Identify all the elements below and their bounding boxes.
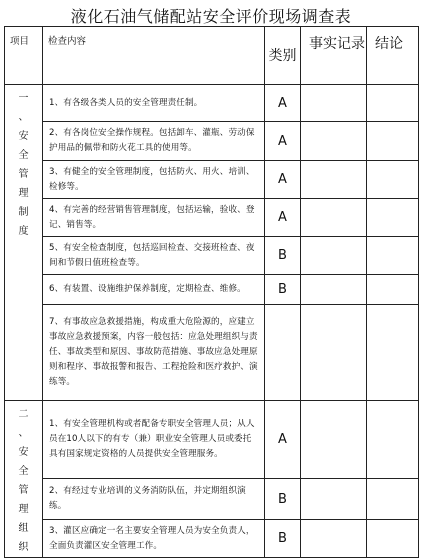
- check-content: 7、有事故应急救援措施，构成重大危险源的，应建立事故应急救援预案，内容一般包括：应急处理组织与责任、事故类型和原因、事故防范措施、事故应急处理原则和程序、事故报警和报告、工程抢险和医疗救护、演练等。: [43, 305, 265, 401]
- header-conclusion: 结论: [367, 27, 419, 85]
- grade-cell: A: [265, 122, 301, 161]
- table-row: [5, 85, 419, 122]
- grade-cell: B: [265, 275, 301, 305]
- conclusion-cell[interactable]: [367, 478, 419, 519]
- inspection-table: [4, 26, 419, 558]
- facts-cell[interactable]: [301, 401, 367, 479]
- table-row: [5, 305, 419, 401]
- facts-cell[interactable]: [301, 520, 367, 558]
- table-row: [5, 520, 419, 558]
- check-content: 5、有安全检查制度，包括巡回检查、交接班检查、夜间和节假日值班检查等。: [43, 237, 265, 275]
- section-label-management-system: 一 、 安 全 管 理 制 度: [5, 85, 43, 401]
- grade-cell: B: [265, 520, 301, 558]
- conclusion-cell[interactable]: [367, 161, 419, 199]
- grade-cell: [265, 305, 301, 401]
- grade-cell: B: [265, 237, 301, 275]
- section-label-management-organization: 二 、 安 全 管 理 组 织: [5, 401, 43, 558]
- check-content: 1、有各级各类人员的安全管理责任制。: [43, 85, 265, 122]
- document-title: 液化石油气储配站安全评价现场调查表: [70, 7, 352, 26]
- check-content: 3、灌区应确定一名主要安全管理人员为安全负责人，全面负责灌区安全管理工作。: [43, 520, 265, 558]
- table-row: [5, 122, 419, 161]
- header-row: [5, 27, 419, 85]
- table-row: [5, 199, 419, 237]
- check-content: 1、有安全管理机构或者配备专职安全管理人员；从人员在10人以下的有专（兼）职业安全管理人员或委托具有国家规定资格的人员提供安全管理服务。: [43, 401, 265, 479]
- conclusion-cell[interactable]: [367, 122, 419, 161]
- table-row: [5, 275, 419, 305]
- header-content: 检查内容: [43, 27, 265, 85]
- facts-cell[interactable]: [301, 161, 367, 199]
- conclusion-cell[interactable]: [367, 237, 419, 275]
- conclusion-cell[interactable]: [367, 401, 419, 479]
- grade-cell: A: [265, 401, 301, 479]
- check-content: 3、有健全的安全管理制度，包括防火、用火、培训、检修等。: [43, 161, 265, 199]
- facts-cell[interactable]: [301, 237, 367, 275]
- check-content: 2、有各岗位安全操作规程。包括卸车、灌瓶、劳动保护用品的佩带和防火花工具的使用等。: [43, 122, 265, 161]
- grade-cell: A: [265, 199, 301, 237]
- facts-cell[interactable]: [301, 478, 367, 519]
- grade-cell: B: [265, 478, 301, 519]
- conclusion-cell[interactable]: [367, 305, 419, 401]
- grade-cell: A: [265, 161, 301, 199]
- facts-cell[interactable]: [301, 85, 367, 122]
- facts-cell[interactable]: [301, 305, 367, 401]
- facts-cell[interactable]: [301, 199, 367, 237]
- facts-cell[interactable]: [301, 275, 367, 305]
- conclusion-cell[interactable]: [367, 275, 419, 305]
- table-row: [5, 237, 419, 275]
- table-row: [5, 401, 419, 479]
- header-category: 类别: [265, 27, 301, 85]
- check-content: 4、有完善的经营销售管理制度，包括运输，验收、登记、销售等。: [43, 199, 265, 237]
- conclusion-cell[interactable]: [367, 199, 419, 237]
- table-row: [5, 161, 419, 199]
- conclusion-cell[interactable]: [367, 85, 419, 122]
- grade-cell: A: [265, 85, 301, 122]
- check-content: 2、有经过专业培训的义务消防队伍，并定期组织演练。: [43, 478, 265, 519]
- header-facts: 事实记录: [301, 27, 367, 85]
- facts-cell[interactable]: [301, 122, 367, 161]
- table-row: [5, 478, 419, 519]
- check-content: 6、有装置、设施维护保养制度，定期检查、维修。: [43, 275, 265, 305]
- conclusion-cell[interactable]: [367, 520, 419, 558]
- header-item: 项目: [5, 27, 43, 85]
